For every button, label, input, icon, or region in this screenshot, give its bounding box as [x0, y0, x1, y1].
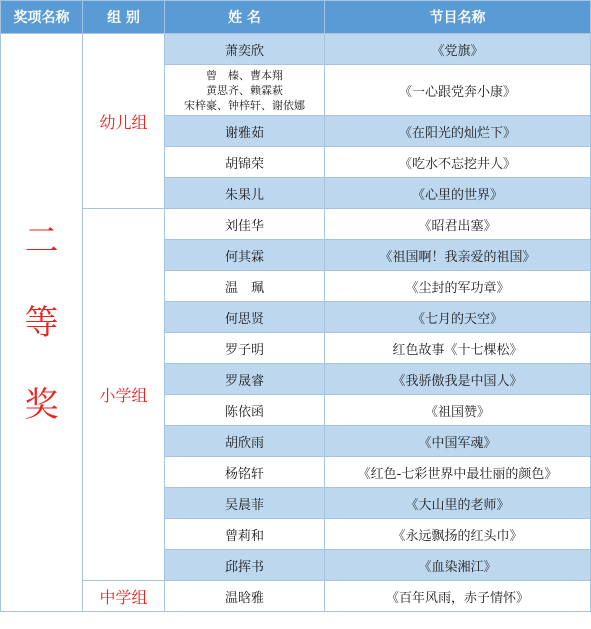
program-cell: 《中国军魂》: [325, 426, 591, 457]
table-row: [1, 34, 591, 65]
name-cell: 吴晨菲: [165, 488, 325, 519]
name-cell: 胡锦荣: [165, 147, 325, 178]
name-cell: 谢雅茹: [165, 116, 325, 147]
name-cell: 温晗雅: [165, 581, 325, 612]
name-cell: 何其霖: [165, 240, 325, 271]
name-cell: 陈依函: [165, 395, 325, 426]
program-cell: 《吃水不忘挖井人》: [325, 147, 591, 178]
table-row: [1, 209, 591, 240]
name-line: 宋梓豪、钟梓轩、谢依娜: [184, 98, 305, 112]
name-cell: [165, 65, 325, 116]
header-program: 节目名称: [325, 1, 591, 34]
table-row: [1, 581, 591, 612]
program-cell: 《红色-七彩世界中最壮丽的颜色》: [325, 457, 591, 488]
program-cell: 红色故事《十七棵松》: [325, 333, 591, 364]
program-cell: 《尘封的军功章》: [325, 271, 591, 302]
header-award: 奖项名称: [1, 1, 83, 34]
program-cell: 《昭君出塞》: [325, 209, 591, 240]
award-level-cell: [1, 34, 83, 612]
program-cell: 《祖国啊！我亲爱的祖国》: [325, 240, 591, 271]
name-cell: 曾莉和: [165, 519, 325, 550]
header-row: [1, 1, 591, 34]
program-cell: 《百年风雨，赤子情怀》: [325, 581, 591, 612]
award-char: 奖: [24, 384, 59, 425]
program-cell: 《祖国赞》: [325, 395, 591, 426]
name-cell: 刘佳华: [165, 209, 325, 240]
program-cell: 《七月的天空》: [325, 302, 591, 333]
group-primary: 小学组: [83, 209, 165, 581]
name-cell: 何思贤: [165, 302, 325, 333]
name-cell: 温 珮: [165, 271, 325, 302]
name-cell: 胡欣雨: [165, 426, 325, 457]
award-char: 二: [24, 220, 59, 261]
program-cell: 《一心跟党奔小康》: [325, 65, 591, 116]
name-cell: 萧奕欣: [165, 34, 325, 65]
program-cell: 《在阳光的灿烂下》: [325, 116, 591, 147]
name-line: 曾 榛、曹本翔: [206, 68, 283, 82]
program-cell: 《大山里的老师》: [325, 488, 591, 519]
group-kindergarten: 幼儿组: [83, 34, 165, 209]
program-cell: 《心里的世界》: [325, 178, 591, 209]
name-line: 黄思齐、赖霖萩: [206, 83, 283, 97]
program-cell: 《血染湘江》: [325, 550, 591, 581]
name-cell: 罗子明: [165, 333, 325, 364]
name-cell: 邱挥书: [165, 550, 325, 581]
name-cell: 朱果儿: [165, 178, 325, 209]
header-group: 组 别: [83, 1, 165, 34]
program-cell: 《党旗》: [325, 34, 591, 65]
name-cell: 杨铭轩: [165, 457, 325, 488]
name-cell: 罗晟睿: [165, 364, 325, 395]
award-char: 等: [24, 302, 59, 343]
program-cell: 《永远飘扬的红头巾》: [325, 519, 591, 550]
program-cell: 《我骄傲我是中国人》: [325, 364, 591, 395]
group-middle: 中学组: [83, 581, 165, 612]
header-name: 姓 名: [165, 1, 325, 34]
